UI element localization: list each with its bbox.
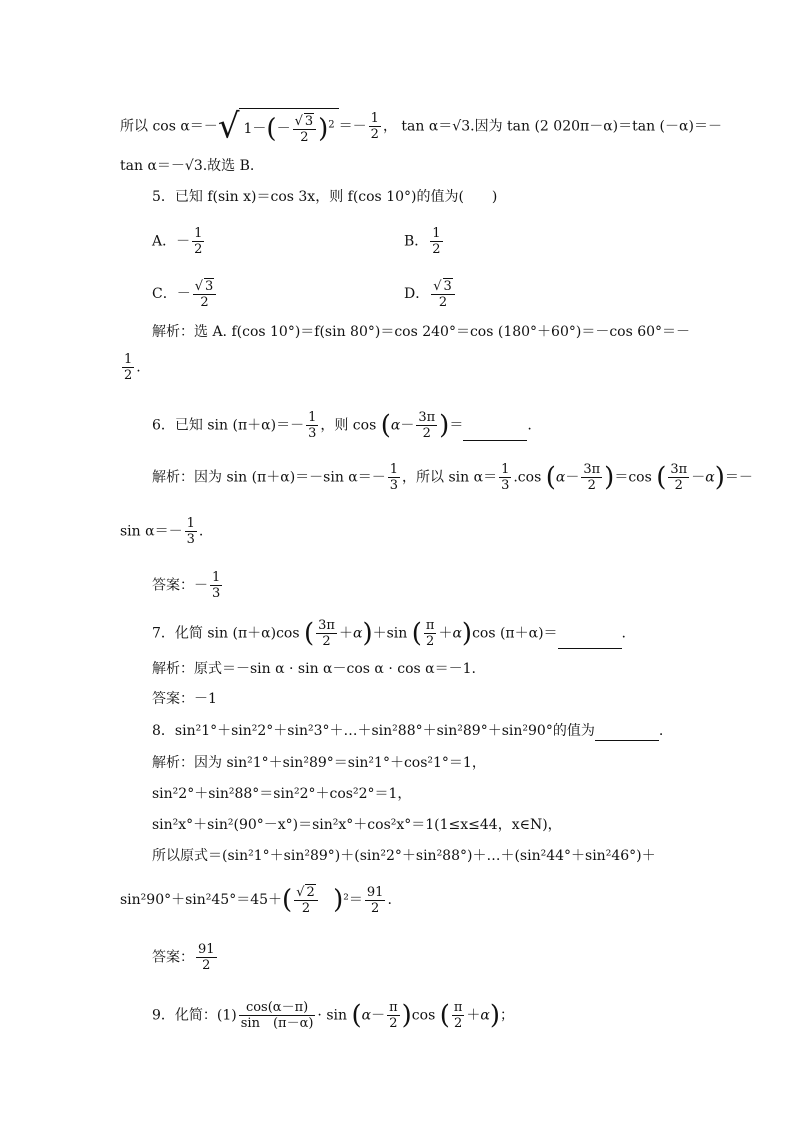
radicand: 3 [443, 279, 452, 294]
denominator: 2 [200, 295, 209, 310]
q5-analysis-fraction: $\frac{1}{2}$ . [124, 352, 141, 383]
text-segment: 7．化简 sin (π＋α)cos [152, 625, 300, 642]
text-segment: · sin [317, 1007, 348, 1024]
answer-blank [463, 440, 527, 441]
answer-label: 答案： [152, 949, 194, 966]
q6-stem: 6．已知 sin (π＋α)＝－ $\frac{1}{3}$ ，则 cos (α－ $\frac{3\pi}{2}$ )＝ . [152, 410, 532, 441]
q7-answer: 答案：－1 [152, 691, 217, 707]
text-segment: sin²90°＋sin²45°＝45＋ [120, 892, 283, 908]
text-segment: 所以 cos α＝－ [120, 118, 218, 135]
q5-option-d: D． $\frac{√ 3}{2}$ [404, 278, 457, 310]
text-segment: cos (π＋α)＝ [472, 625, 558, 642]
text-segment: 6．已知 sin (π＋α)＝－ [152, 417, 305, 434]
q8-analysis-3: sin²x°＋sin²(90°－x°)＝sin²x°＋cos²x°＝1(1≤x≤44，x∈N)， [152, 817, 562, 833]
denominator: 3 [308, 426, 317, 441]
numerator: 1 [308, 410, 317, 425]
denominator: 3 [186, 532, 195, 547]
answer-label: 答案：－ [152, 577, 208, 594]
denominator: 2 [370, 127, 379, 142]
sqrt-expression: √ 1－(－ $\frac{√ 3}{2}$ )$^2$ [218, 108, 339, 145]
q7-analysis: 解析：原式＝－sin α · sin α－cos α · cos α＝－1. [152, 661, 476, 677]
option-label: B． [404, 233, 429, 250]
denominator: 2 [454, 1016, 463, 1031]
option-label: C．－ [152, 286, 191, 302]
denominator: 2 [389, 1016, 398, 1031]
option-label: D． [404, 286, 430, 302]
numerator: 1 [124, 352, 133, 367]
numerator: π [425, 618, 435, 633]
denominator: 3 [501, 478, 510, 493]
denominator: 2 [300, 130, 309, 145]
text-segment: ； [500, 1007, 515, 1024]
numerator: 91 [198, 942, 215, 957]
numerator: 1 [194, 226, 203, 241]
numerator: cos(α－π) [239, 1000, 316, 1016]
answer-blank [558, 648, 622, 649]
denominator: 2 [371, 900, 380, 916]
q8-analysis-1: 解析：因为 sin²1°＋sin²89°＝sin²1°＋cos²1°＝1， [152, 755, 486, 771]
denominator: 3 [389, 478, 399, 493]
q8-analysis-2: sin²2°＋sin²88°＝sin²2°＋cos²2°＝1， [152, 786, 412, 802]
radicand: 3 [205, 279, 214, 294]
q5-option-c: C．－ $\frac{√ 3}{2}$ [152, 278, 218, 310]
denominator: 2 [194, 242, 203, 257]
text-segment: ＝－ [338, 118, 367, 135]
option-label: A．－ [152, 233, 191, 250]
q6-analysis: 解析：因为 sin (π＋α)＝－sin α＝－ $\frac{1}{3}$ ，所以 sin α＝ $\frac{1}{3}$ .cos (α－ $\frac{3\pi}{2}$ )＝cos ( $\frac{3\pi}{2}$ －α)＝－ [152, 462, 753, 493]
numerator: 91 [366, 884, 384, 900]
q5-analysis: 解析：选 A. f(cos 10°)＝f(sin 80°)＝cos 240°＝cos (180°＋60°)＝－cos 60°＝－ [152, 324, 691, 340]
q5-option-b [404, 226, 445, 257]
text-segment: 解析：因为 sin (π＋α)＝－sin α＝－ [152, 469, 386, 486]
text-segment: 8．sin²1°＋sin²2°＋sin²3°＋…＋sin²88°＋sin²89°＋sin²90°的值为 [152, 723, 595, 739]
text-segment: ＝ [449, 417, 464, 434]
q8-answer [152, 942, 219, 973]
denominator: 2 [587, 478, 596, 493]
denominator: 2 [674, 478, 683, 493]
text-segment: ²＝ [343, 892, 363, 908]
text-segment: ，则 cos [320, 417, 377, 434]
q7-stem: 7．化简 sin (π＋α)cos ( $\frac{3\pi}{2}$ ＋α)＋sin ( $\frac{\pi}{2}$ ＋α)cos (π＋α)＝ . [152, 618, 626, 649]
q6-answer [152, 570, 224, 601]
numerator: π [453, 1000, 463, 1015]
denominator: 3 [212, 586, 221, 601]
numerator: 1 [501, 462, 510, 477]
numerator: 3π [418, 410, 436, 425]
q9-stem: 9．化简：(1) $\frac{\cos(\alpha-\pi)}{\sin (\pi-\alpha)}$ · sin (α－ $\frac{\pi}{2}$ )cos ( $\frac{\pi}{2}$ ＋α)； [152, 1000, 515, 1031]
denominator: 2 [301, 901, 311, 916]
continuation-line-2: tan α＝－√3.故选 B. [120, 158, 255, 174]
numerator: π [389, 1000, 398, 1015]
continuation-line-1 [120, 108, 722, 145]
text-segment: cos [411, 1007, 436, 1024]
text-segment: ，所以 sin α＝ [402, 469, 498, 486]
numerator: 3π [583, 462, 601, 477]
denominator: 2 [422, 426, 431, 441]
text-segment: .cos [513, 469, 542, 486]
denominator: 2 [426, 634, 435, 649]
radicand: 2 [306, 885, 315, 900]
denominator: 2 [202, 958, 211, 973]
q5-option-a [152, 226, 206, 257]
text-segment: ＝cos [614, 469, 652, 486]
text-segment: ＋sin [372, 625, 408, 642]
numerator: 1 [186, 516, 195, 531]
text-segment: ＝－ [724, 469, 753, 486]
denominator: sin (π－α) [240, 1016, 314, 1031]
q8-analysis-4: 所以原式＝(sin²1°＋sin²89°)＋(sin²2°＋sin²88°)＋…＋(sin²44°＋sin²46°)＋ [152, 848, 656, 864]
q8-analysis-5: sin²90°＋sin²45°＝45＋( $\frac{√ 2}{2}$ )²＝ $\frac{91}{2}$ . [120, 884, 392, 916]
radicand: 3 [304, 114, 314, 129]
q5-stem: 5．已知 f(sin x)＝cos 3x，则 f(cos 10°)的值为( ) [152, 189, 498, 205]
text-segment: sin α＝－ [120, 523, 183, 540]
answer-blank [595, 740, 659, 741]
numerator: 1 [432, 226, 441, 241]
denominator: 2 [432, 242, 441, 257]
text-segment: 9．化简：(1) [152, 1007, 237, 1024]
numerator: 1 [389, 462, 399, 477]
numerator: 1 [370, 111, 379, 126]
q8-stem: 8．sin²1°＋sin²2°＋sin²3°＋…＋sin²88°＋sin²89°＋sin²90°的值为 . [152, 723, 664, 739]
denominator: 2 [322, 634, 331, 649]
denominator: 2 [124, 368, 133, 383]
q6-analysis-cont: sin α＝－ $\frac{1}{3}$ . [120, 516, 204, 547]
numerator: 3π [670, 462, 688, 477]
denominator: 2 [438, 295, 448, 310]
numerator: 3π [318, 618, 335, 633]
text-segment: ， tan α＝√3.因为 tan (2 020π－α)＝tan (－α)＝－ [382, 118, 722, 135]
numerator: 1 [212, 570, 221, 585]
